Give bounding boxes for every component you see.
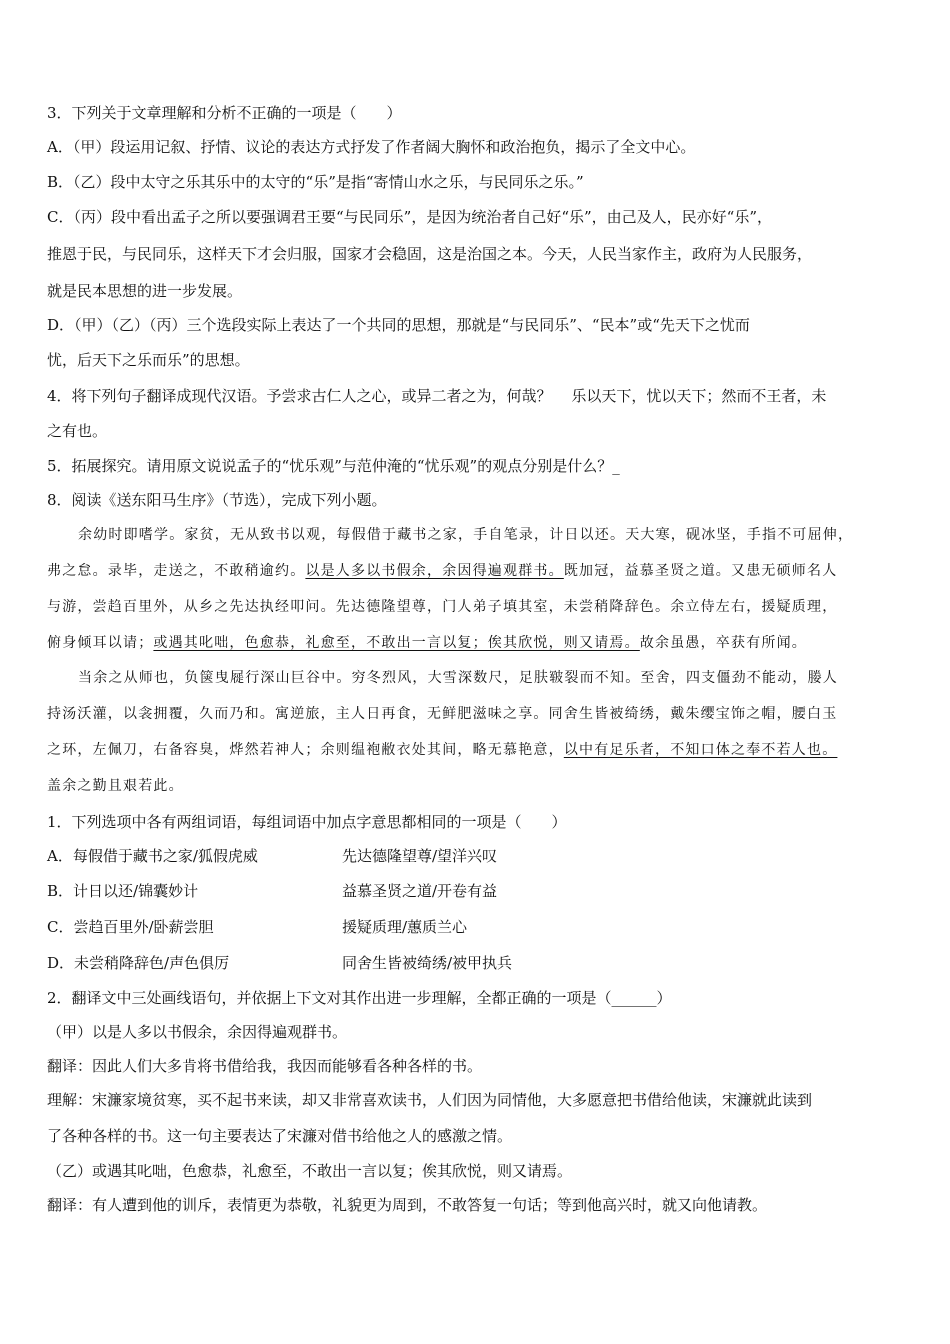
sub2-jia: （甲）以是人多以书假余，余因得遍观群书。 [47,1023,348,1041]
underlined-sentence-bing: 以中有足乐者，不知口体之奉不若人也。 [563,742,838,758]
q3-option-d-line1: D．（甲）（乙）（丙）三个选段实际上表达了一个共同的思想，那就是“与民同乐”、“民本”或“先天下之忧而 [47,316,750,334]
passage-p2-line1: 当余之从师也，负箧曳屣行深山巨谷中。穷冬烈风，大雪深数尺，足肤皲裂而不知。至舍，四支僵劲不能动，媵人 [78,670,838,686]
q3-option-c-line2: 推恩于民，与民同乐，这样天下才会归服，国家才会稳固，这是治国之本。今天，人民当家作主，政府为人民服务， [47,245,813,263]
sub2-stem: 2．翻译文中三处画线语句，并依据上下文对其作出进一步理解，全都正确的一项是（______） [47,989,672,1007]
underlined-sentence-jia: 以是人多以书假余，余因得遍观群书。 [305,563,564,579]
text-segment: 既加冠，益慕圣贤之道。又患无硕师名人 [563,563,838,579]
q3-option-c-line1: C．（丙）段中看出孟子之所以要强调君王要“与民同乐”，是因为统治者自己好“乐”，由己及人，民亦好“乐”， [47,208,772,226]
text-segment: 之环，左佩刀，右备容臭，烨然若神人；余则缊袍敝衣处其间，略无慕艳意， [47,742,564,758]
sub1-option-b-right: 益慕圣贤之道/开卷有益 [342,882,498,900]
sub2-yi-translation: 翻译：有人遭到他的训斥，表情更为恭敬，礼貌更为周到，不敢答复一句话；等到他高兴时，就又向他请教。 [47,1196,768,1214]
q3-option-c-line3: 就是民本思想的进一步发展。 [47,282,243,300]
underlined-sentence-yi: 或遇其叱咄，色愈恭，礼愈至，不敢出一言以复；俟其欣悦，则又请焉。 [153,635,640,651]
q4-line1: 4．将下列句子翻译成现代汉语。予尝求古仁人之心，或异二者之为，何哉？ 乐以天下，忧以天下；然而不王者，未 [47,387,827,405]
sub2-jia-understanding-line1: 理解：宋濂家境贫寒，买不起书来读，却又非常喜欢读书，人们因为同情他，大多愿意把书借给他读，宋濂就此读到 [47,1091,813,1109]
sub2-yi: （乙）或遇其叱咄，色愈恭，礼愈至，不敢出一言以复；俟其欣悦，则又请焉。 [47,1162,573,1180]
q4-line2: 之有也。 [47,422,108,440]
sub1-option-d-right: 同舍生皆被绮绣/被甲执兵 [342,954,513,972]
q3-option-d-line2: 忧，后天下之乐而乐”的思想。 [47,351,250,369]
passage-p1-line2 [47,561,837,581]
text-segment: 故余虽愚，卒获有所闻。 [639,635,808,651]
sub1-option-c-right: 援疑质理/蕙质兰心 [342,918,468,936]
sub2-jia-understanding-line2: 了各种各样的书。这一句主要表达了宋濂对借书给他之人的感激之情。 [47,1127,513,1145]
sub2-jia-translation: 翻译：因此人们大多肯将书借给我，我因而能够看各种各样的书。 [47,1057,483,1075]
passage-p1-line3: 与游，尝趋百里外，从乡之先达执经叩问。先达德隆望尊，门人弟子填其室，未尝稍降辞色。余立侍左右，援疑质理， [47,599,838,615]
sub1-option-a: A．每假借于藏书之家/狐假虎威 [47,847,258,865]
q3-option-a: A．（甲）段运用记叙、抒情、议论的表达方式抒发了作者阔大胸怀和政治抱负，揭示了全文中心。 [47,138,696,156]
q3-option-b: B．（乙）段中太守之乐其乐中的太守的“乐”是指“寄情山水之乐，与民同乐之乐。” [47,173,584,191]
sub1-option-c: C．尝趋百里外/卧薪尝胆 [47,918,214,936]
sub1-option-b: B．计日以还/锦囊妙计 [47,882,199,900]
q8-title: 8．阅读《送东阳马生序》（节选），完成下列小题。 [47,491,387,509]
passage-p1-line1: 余幼时即嗜学。家贫，无从致书以观，每假借于藏书之家，手自笔录，计日以还。天大寒，砚冰坚，手指不可屈伸， [78,527,854,543]
text-segment: 弗之怠。录毕，走送之，不敢稍逾约。 [47,563,306,579]
sub1-stem: 1．下列选项中各有两组词语，每组词语中加点字意思都相同的一项是（ ） [47,813,567,831]
sub1-option-a-right: 先达德隆望尊/望洋兴叹 [342,847,498,865]
sub1-option-d: D．未尝稍降辞色/声色俱厉 [47,954,230,972]
passage-p2-line4: 盖余之勤且艰若此。 [47,778,184,794]
passage-p2-line3 [47,740,837,760]
text-segment: 俯身倾耳以请； [47,635,154,651]
passage-p1-line4 [47,633,807,653]
q5-stem: 5．拓展探究。请用原文说说孟子的“忧乐观”与范仲淹的“忧乐观”的观点分别是什么？_ [47,457,620,475]
q3-stem: 3．下列关于文章理解和分析不正确的一项是（ ） [47,104,402,122]
passage-p2-line2: 持汤沃灌，以衾拥覆，久而乃和。寓逆旅，主人日再食，无鲜肥滋味之享。同舍生皆被绮绣，戴朱缨宝饰之帽，腰白玉 [47,706,838,722]
